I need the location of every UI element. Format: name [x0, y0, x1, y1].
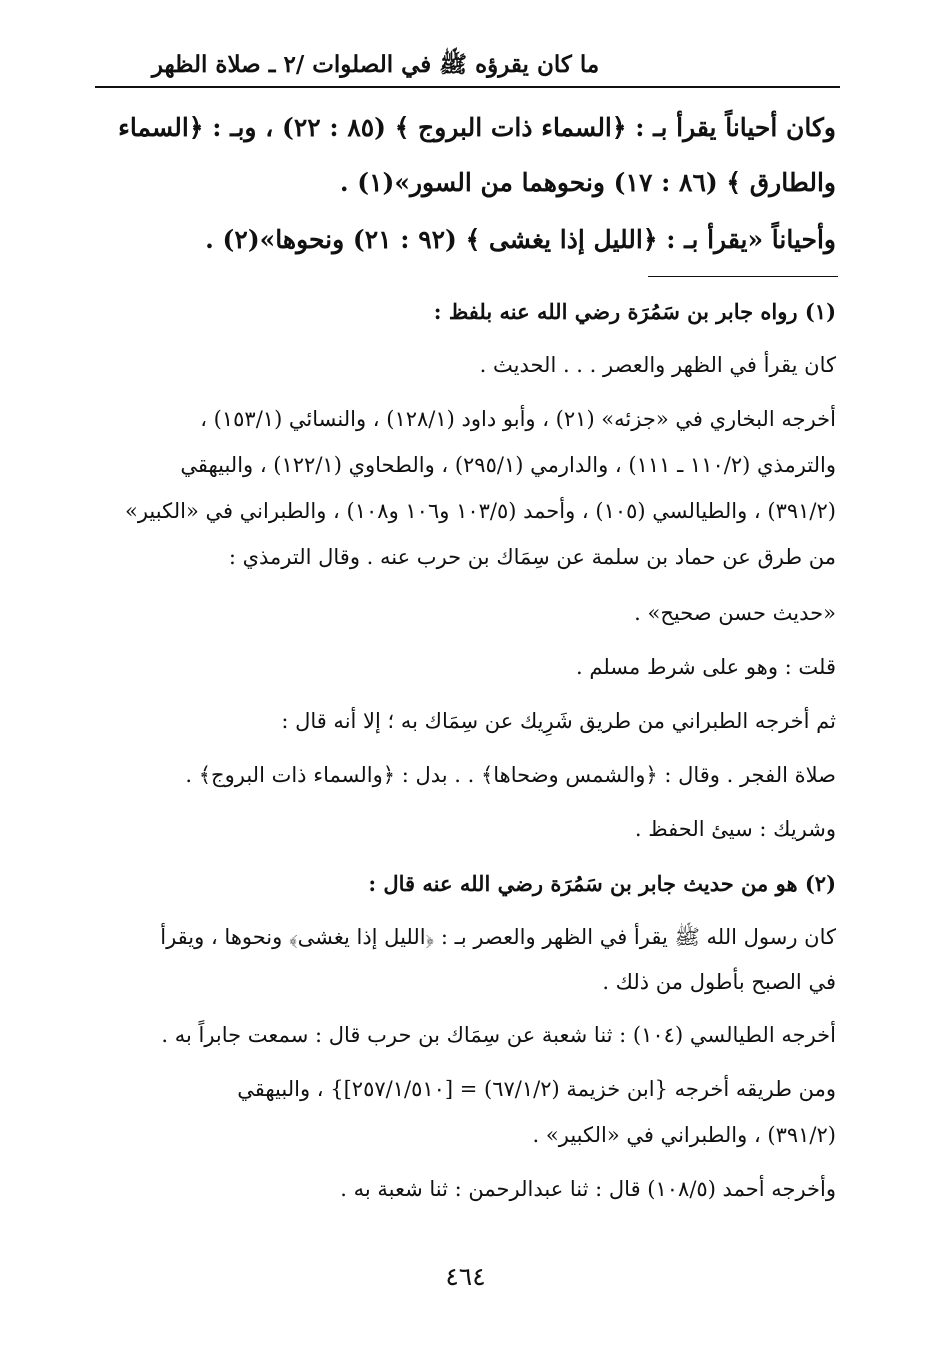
main-text-line-2: والطارق ﴾ (٨٦ : ١٧) ونحوهما من السور»(١) . [339, 168, 836, 197]
footnote-line: ومن طريقه أخرجه {ابن خزيمة (٦٧/١/٢) = [٢٥٧/١/٥١٠]} ، والبيهقي [237, 1077, 836, 1101]
footnote-line: «حديث حسن صحيح» . [634, 601, 836, 625]
header-rule [95, 86, 840, 88]
footnote-line: وشريك : سيئ الحفظ . [634, 817, 836, 841]
footnote-line: أخرجه الطيالسي (١٠٤) : ثنا شعبة عن سِمَاك بن حرب قال : سمعت جابراً به . [161, 1023, 836, 1047]
footnote-line: قلت : وهو على شرط مسلم . [576, 655, 836, 679]
footnote-line: وأخرجه أحمد (١٠٨/٥) قال : ثنا عبدالرحمن : ثنا شعبة به . [340, 1177, 836, 1201]
footnote-line: (٣٩١/٢) ، والطبراني في «الكبير» . [532, 1123, 836, 1147]
footnote-line: صلاة الفجر . وقال : ﴿والشمس وضحاها﴾ . . بدل : ﴿والسماء ذات البروج﴾ . [185, 763, 836, 787]
footnote-line: (٣٩١/٢) ، والطيالسي (١٠٥) ، وأحمد (١٠٣/٥ و١٠٦ و١٠٨) ، والطبراني في «الكبير» [125, 499, 836, 523]
footnote-line: كان رسول الله ﷺ يقرأ في الظهر والعصر بـ : ﴿الليل إذا يغشى﴾ ونحوها ، ويقرأ [160, 925, 836, 949]
footnote-separator [648, 276, 838, 277]
main-text-line-1: وكان أحياناً يقرأ بـ : ﴿السماء ذات البروج ﴾ (٨٥ : ٢٢) ، وبـ : ﴿السماء [118, 113, 836, 142]
main-text-line-3: وأحياناً «يقرأ بـ : ﴿الليل إذا يغشى ﴾ (٩٢ : ٢١) ونحوها»(٢) . [205, 225, 836, 254]
footnote-1-heading: (١) رواه جابر بن سَمُرَة رضي الله عنه بلفظ : [433, 299, 836, 324]
footnote-line: من طرق عن حماد بن سلمة عن سِمَاك بن حرب عنه . وقال الترمذي : [228, 545, 836, 569]
page-number: ٤٦٤ [445, 1262, 486, 1291]
footnote-2-heading: (٢) هو من حديث جابر بن سَمُرَة رضي الله عنه قال : [368, 871, 836, 896]
footnote-line: في الصبح بأطول من ذلك . [602, 970, 836, 994]
footnote-line: كان يقرأ في الظهر والعصر . . . الحديث . [479, 353, 836, 377]
running-header: ما كان يقرؤه ﷺ في الصلوات /٢ ـ صلاة الظهر [151, 51, 600, 78]
footnote-line: ثم أخرجه الطبراني من طريق شَرِيك عن سِمَاك به ؛ إلا أنه قال : [281, 709, 836, 733]
footnote-line: أخرجه البخاري في «جزئه» (٢١) ، وأبو داود (١٢٨/١) ، والنسائي (١٥٣/١) ، [200, 407, 836, 431]
footnote-line: والترمذي (١١٠/٢ ـ ١١١) ، والدارمي (٢٩٥/١) ، والطحاوي (١٢٢/١) ، والبيهقي [180, 453, 836, 477]
